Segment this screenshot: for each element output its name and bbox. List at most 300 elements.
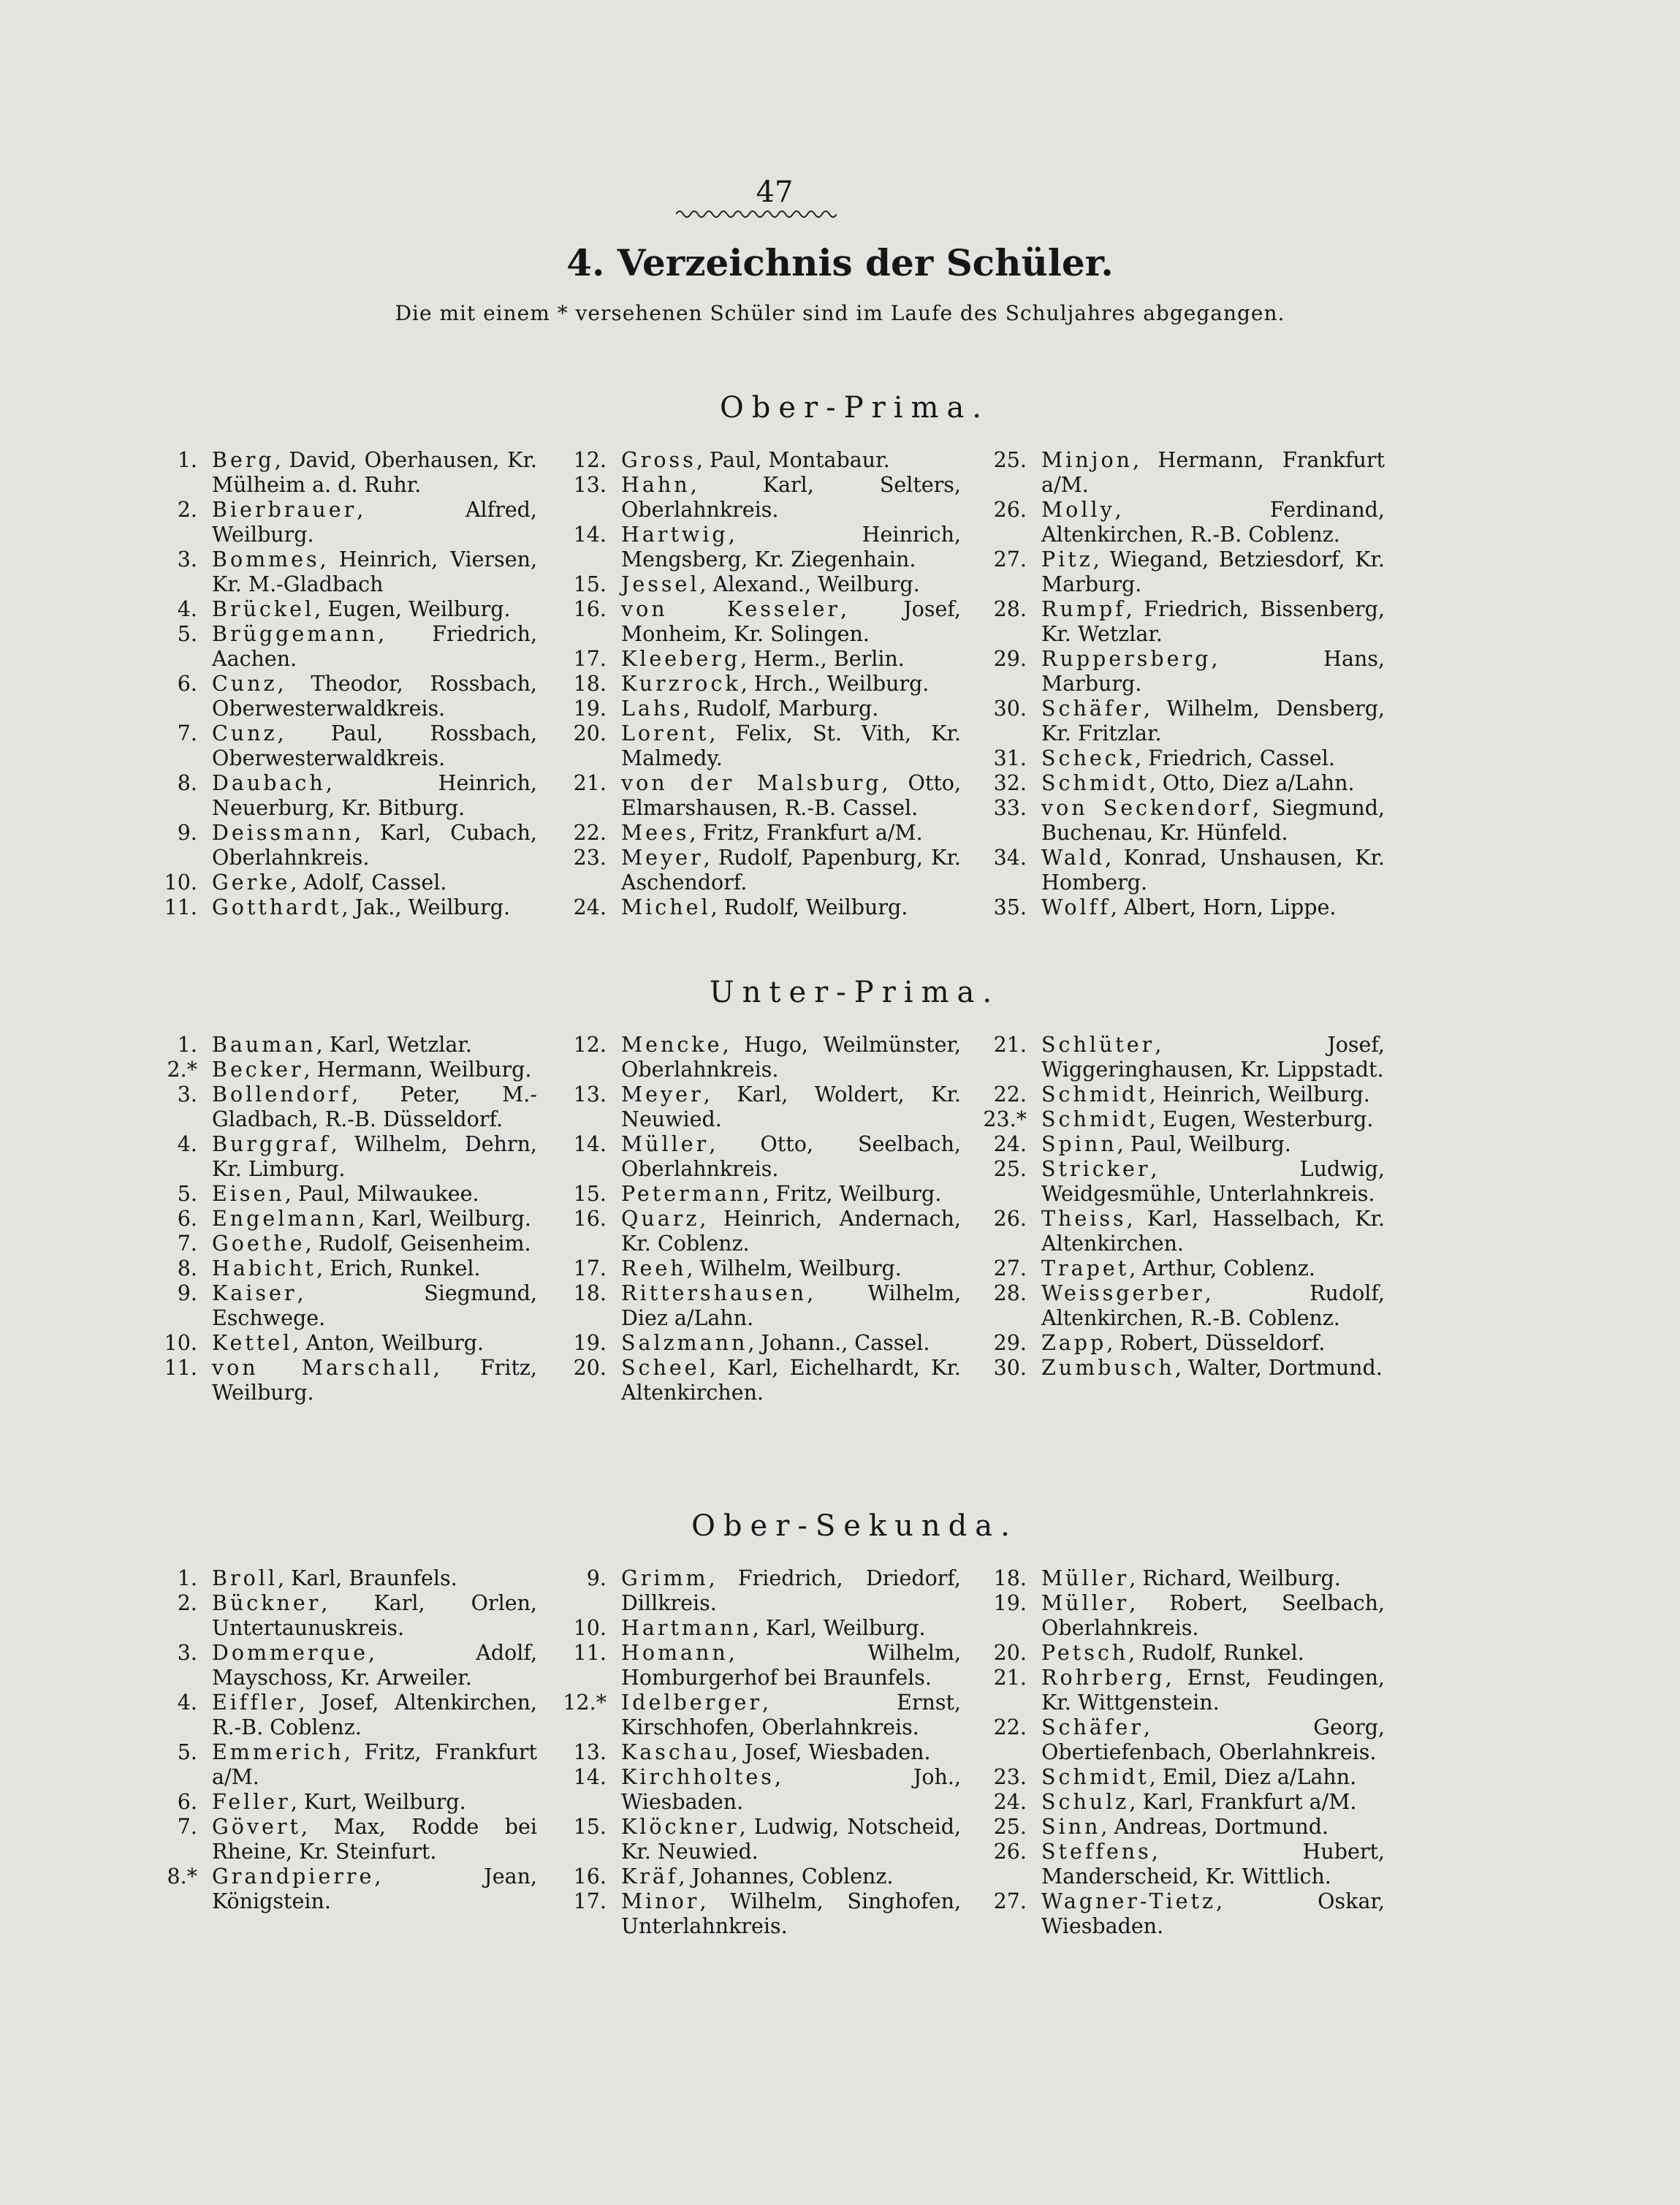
student-details <box>212 721 537 771</box>
student-surname: Gross <box>621 448 696 472</box>
student-surname: Jessel <box>621 572 700 596</box>
student-number: 2.* <box>167 1058 197 1082</box>
student-entry <box>563 672 961 697</box>
student-surname: Lahs <box>621 697 683 721</box>
student-surname: Berg <box>212 448 275 472</box>
student-info: , Karl, Hasselbach, Kr. Altenkirchen. <box>1041 1207 1385 1256</box>
student-details <box>621 1864 961 1889</box>
student-entry <box>983 1082 1385 1107</box>
student-number: 18. <box>993 1566 1027 1590</box>
student-surname: Feller <box>212 1790 291 1814</box>
student-details <box>1041 597 1385 647</box>
student-number: 8. <box>177 1256 197 1280</box>
student-number: 13. <box>573 1082 607 1107</box>
student-details <box>1041 1132 1385 1157</box>
student-info: , Friedrich, Aachen. <box>212 622 537 671</box>
student-number: 1. <box>177 1566 197 1590</box>
student-info: , Karl, Orlen, Untertaunuskreis. <box>212 1591 537 1640</box>
student-number: 7. <box>177 1815 197 1839</box>
student-entry <box>563 473 961 523</box>
student-number: 20. <box>573 1356 607 1380</box>
student-surname: von Kesseler <box>621 597 840 621</box>
student-surname: Klöckner <box>621 1815 740 1839</box>
student-number: 33. <box>993 796 1027 820</box>
student-details <box>621 1356 961 1405</box>
section-heading: Ober-Sekunda. <box>691 1509 1018 1543</box>
student-surname: Theiss <box>1041 1207 1127 1231</box>
student-number: 35. <box>993 895 1027 919</box>
student-info: , Joh., Wiesbaden. <box>621 1765 961 1814</box>
student-entry <box>983 1790 1385 1815</box>
student-info: , Emil, Diez a/Lahn. <box>1149 1765 1357 1789</box>
student-info: , Josef, Monheim, Kr. Solingen. <box>621 597 961 646</box>
student-entry <box>563 1740 961 1765</box>
student-details <box>621 771 961 821</box>
student-number: 28. <box>993 597 1027 621</box>
student-details <box>212 771 537 821</box>
student-number: 26. <box>993 498 1027 522</box>
student-number: 15. <box>573 1815 607 1839</box>
student-entry <box>153 721 537 771</box>
student-number: 17. <box>573 1889 607 1913</box>
student-details <box>1041 1157 1385 1207</box>
section-heading: Unter-Prima. <box>709 976 1000 1009</box>
student-surname: Hartmann <box>621 1616 753 1640</box>
student-surname: Mencke <box>621 1033 723 1057</box>
student-info: , Wilhelm, Densberg, Kr. Fritzlar. <box>1041 697 1385 745</box>
student-details <box>1041 1107 1385 1132</box>
student-number: 3. <box>177 1641 197 1665</box>
student-number: 6. <box>177 1207 197 1231</box>
student-info: , Rudolf, Runkel. <box>1128 1641 1304 1665</box>
student-info: , Karl, Wetzlar. <box>316 1033 472 1057</box>
student-entry <box>153 771 537 821</box>
student-surname: Lorent <box>621 721 710 745</box>
student-details <box>212 870 537 895</box>
student-details <box>212 1207 537 1231</box>
student-info: , Johannes, Coblenz. <box>678 1864 894 1889</box>
student-info: , Max, Rodde bei Rheine, Kr. Steinfurt. <box>212 1815 537 1864</box>
student-number: 14. <box>573 523 607 547</box>
student-details <box>212 1690 537 1740</box>
student-surname: Bückner <box>212 1591 322 1615</box>
student-number: 20. <box>993 1641 1027 1665</box>
column <box>983 448 1385 920</box>
student-info: , Hermann, Frankfurt a/M. <box>1041 448 1385 497</box>
student-info: , Wilhelm, Diez a/Lahn. <box>621 1281 961 1330</box>
student-entry <box>153 1281 537 1331</box>
student-entry <box>153 1331 537 1356</box>
student-info: , Erich, Runkel. <box>316 1256 481 1280</box>
student-info: , Albert, Horn, Lippe. <box>1110 895 1337 919</box>
student-details <box>212 1864 537 1914</box>
student-details <box>1041 846 1385 895</box>
student-entry <box>563 1182 961 1207</box>
student-number: 7. <box>177 1231 197 1256</box>
student-entry <box>983 1207 1385 1256</box>
student-info: , Wilhelm, Singhofen, Unterlahnkreis. <box>621 1889 961 1938</box>
student-surname: Scheel <box>621 1356 710 1380</box>
student-entry <box>563 1033 961 1082</box>
student-details <box>1041 1591 1385 1641</box>
student-surname: Salzmann <box>621 1331 748 1355</box>
student-info: , Otto, Seelbach, Oberlahnkreis. <box>621 1132 961 1181</box>
student-entry <box>563 1207 961 1256</box>
student-surname: Schäfer <box>1041 1715 1144 1739</box>
student-entry <box>983 448 1385 498</box>
student-entry <box>153 1082 537 1132</box>
student-entry <box>983 1591 1385 1641</box>
student-surname: Petermann <box>621 1182 763 1206</box>
student-surname: Spinn <box>1041 1132 1117 1156</box>
student-surname: Gerke <box>212 870 291 895</box>
student-details <box>212 1790 537 1815</box>
student-info: , Arthur, Coblenz. <box>1129 1256 1315 1280</box>
student-details <box>212 622 537 672</box>
student-surname: Eisen <box>212 1182 285 1206</box>
student-surname: Rohrberg <box>1041 1666 1166 1690</box>
student-entry <box>153 1256 537 1281</box>
student-info: , Friedrich, Bissenberg, Kr. Wetzlar. <box>1041 597 1385 646</box>
student-number: 28. <box>993 1281 1027 1305</box>
student-surname: Schmidt <box>1041 1765 1149 1789</box>
student-entry <box>983 1356 1385 1381</box>
student-info: , Fritz, Weilburg. <box>762 1182 942 1206</box>
student-surname: Grandpierre <box>212 1864 375 1889</box>
student-details <box>212 498 537 547</box>
student-number: 24. <box>573 895 607 919</box>
student-entry <box>563 1616 961 1641</box>
student-entry <box>563 448 961 473</box>
student-number: 6. <box>177 672 197 696</box>
student-entry <box>153 821 537 870</box>
student-entry <box>153 1058 537 1082</box>
student-number: 14. <box>573 1132 607 1156</box>
student-details <box>621 846 961 895</box>
student-number: 18. <box>573 672 607 696</box>
student-details <box>1041 1331 1385 1356</box>
column <box>563 448 961 920</box>
student-details <box>1041 1815 1385 1840</box>
student-surname: Rumpf <box>1041 597 1126 621</box>
student-details <box>621 1082 961 1132</box>
student-number: 21. <box>993 1033 1027 1057</box>
student-info: , Wiegand, Betziesdorf, Kr. Marburg. <box>1041 547 1385 596</box>
student-info: , Hugo, Weilmünster, Oberlahnkreis. <box>621 1033 961 1082</box>
student-number: 4. <box>177 597 197 621</box>
student-details <box>621 1033 961 1082</box>
wavy-rule-ornament <box>676 208 837 220</box>
student-surname: Grimm <box>621 1566 709 1590</box>
student-details <box>1041 1281 1385 1331</box>
student-entry <box>153 1132 537 1182</box>
student-entry <box>563 1889 961 1939</box>
student-number: 13. <box>573 473 607 497</box>
student-number: 21. <box>573 771 607 795</box>
student-number: 27. <box>993 547 1027 572</box>
student-info: , Andreas, Dortmund. <box>1101 1815 1329 1839</box>
student-surname: Minor <box>621 1889 700 1913</box>
student-surname: Daubach <box>212 771 326 795</box>
student-entry <box>153 1033 537 1058</box>
student-info: , Ernst, Kirschhofen, Oberlahnkreis. <box>621 1690 961 1739</box>
student-info: , Hermann, Weilburg. <box>303 1058 532 1082</box>
student-entry <box>153 1566 537 1591</box>
student-details <box>1041 1256 1385 1281</box>
student-surname: Schmidt <box>1041 1082 1149 1107</box>
student-details <box>621 697 961 721</box>
student-info: , Robert, Seelbach, Oberlahnkreis. <box>1041 1591 1385 1640</box>
student-entry <box>153 1356 537 1405</box>
student-entry <box>153 870 537 895</box>
student-entry <box>983 1765 1385 1790</box>
student-details <box>1041 448 1385 498</box>
student-entry <box>983 1132 1385 1157</box>
student-surname: Kaiser <box>212 1281 297 1305</box>
student-entry <box>153 448 537 498</box>
student-details <box>621 1207 961 1256</box>
student-details <box>212 1182 537 1207</box>
section-ober-prima <box>0 391 1680 960</box>
student-info: , Karl, Cubach, Oberlahnkreis. <box>212 821 537 870</box>
student-info: , Rudolf, Weilburg. <box>710 895 908 919</box>
section-unter-prima <box>0 976 1680 1544</box>
student-entry <box>983 647 1385 697</box>
student-entry <box>983 1666 1385 1715</box>
student-details <box>621 1331 961 1356</box>
student-details <box>621 1889 961 1939</box>
student-number: 12. <box>573 448 607 472</box>
student-surname: Müller <box>1041 1566 1130 1590</box>
student-number: 10. <box>164 870 197 895</box>
student-entry <box>563 771 961 821</box>
student-surname: Habicht <box>212 1256 316 1280</box>
student-surname: Becker <box>212 1058 304 1082</box>
student-surname: Quarz <box>621 1207 700 1231</box>
student-details <box>621 1256 961 1281</box>
student-entry <box>563 1256 961 1281</box>
student-entry <box>983 1840 1385 1889</box>
student-info: , Walter, Dortmund. <box>1174 1356 1383 1380</box>
student-number: 2. <box>177 1591 197 1615</box>
student-details <box>621 1765 961 1815</box>
student-number: 26. <box>993 1207 1027 1231</box>
student-info: , Ludwig, Notscheid, Kr. Neuwied. <box>621 1815 961 1864</box>
student-details <box>621 572 961 597</box>
student-details <box>621 1182 961 1207</box>
student-info: , Theodor, Rossbach, Oberwesterwaldkreis. <box>212 672 537 721</box>
student-info: , Otto, Diez a/Lahn. <box>1149 771 1355 795</box>
student-surname: Hahn <box>621 473 691 497</box>
student-entry <box>563 1331 961 1356</box>
student-info: , Paul, Rossbach, Oberwesterwaldkreis. <box>212 721 537 770</box>
student-info: , Paul, Weilburg. <box>1117 1132 1291 1156</box>
student-surname: Engelmann <box>212 1207 359 1231</box>
student-details <box>621 895 961 920</box>
student-entry <box>983 1107 1385 1132</box>
student-number: 9. <box>177 1281 197 1305</box>
student-number: 12.* <box>563 1690 607 1715</box>
student-info: , Kurt, Weilburg. <box>290 1790 466 1814</box>
student-number: 12. <box>573 1033 607 1057</box>
student-details <box>212 1082 537 1132</box>
student-surname: Ruppersberg <box>1041 647 1212 671</box>
student-surname: Meyer <box>621 846 704 870</box>
student-entry <box>563 1864 961 1889</box>
page-number: 47 <box>756 175 794 209</box>
student-surname: Kräf <box>621 1864 679 1889</box>
student-entry <box>563 1815 961 1864</box>
student-entry <box>983 1331 1385 1356</box>
student-details <box>621 473 961 523</box>
student-info: , Richard, Weilburg. <box>1129 1566 1341 1590</box>
student-number: 4. <box>177 1690 197 1715</box>
student-number: 11. <box>164 1356 197 1380</box>
student-info: , Fritz, Frankfurt a/M. <box>212 1740 537 1789</box>
student-surname: Meyer <box>621 1082 704 1107</box>
student-entry <box>563 1132 961 1182</box>
student-surname: Eiffler <box>212 1690 299 1715</box>
student-number: 19. <box>573 697 607 721</box>
subtitle: Die mit einem * versehenen Schüler sind im Laufe des Schuljahres abgegangen. <box>395 301 1285 325</box>
student-info: , Siegmund, Buchenau, Kr. Hünfeld. <box>1041 796 1385 845</box>
student-info: , Jak., Weilburg. <box>341 895 511 919</box>
student-info: , Heinrich, Andernach, Kr. Coblenz. <box>621 1207 961 1256</box>
student-entry <box>153 547 537 597</box>
student-number: 1. <box>177 448 197 472</box>
student-surname: Kirchholtes <box>621 1765 775 1789</box>
student-details <box>621 1281 961 1331</box>
student-info: , Friedrich, Cassel. <box>1134 746 1335 770</box>
student-info: , Hrch., Weilburg. <box>740 672 930 696</box>
student-entry <box>563 895 961 920</box>
student-info: , Josef, Wiesbaden. <box>731 1740 931 1764</box>
student-surname: Kurzrock <box>621 672 741 696</box>
student-surname: Cunz <box>212 672 278 696</box>
student-number: 1. <box>177 1033 197 1057</box>
student-number: 17. <box>573 647 607 671</box>
student-number: 10. <box>573 1616 607 1640</box>
student-entry <box>153 672 537 721</box>
student-number: 5. <box>177 1740 197 1764</box>
student-entry <box>563 1690 961 1740</box>
student-surname: Schulz <box>1041 1790 1130 1814</box>
student-number: 22. <box>993 1082 1027 1107</box>
student-entry <box>983 1033 1385 1082</box>
student-surname: Homann <box>621 1641 729 1665</box>
student-entry <box>563 1082 961 1132</box>
student-entry <box>153 1641 537 1690</box>
student-details <box>1041 1715 1385 1765</box>
student-surname: Steffens <box>1041 1840 1152 1864</box>
student-info: , Fritz, Frankfurt a/M. <box>689 821 923 845</box>
student-details <box>212 1058 537 1082</box>
student-details <box>621 1815 961 1864</box>
student-details <box>212 1281 537 1331</box>
student-surname: Gövert <box>212 1815 301 1839</box>
student-details <box>1041 1356 1385 1381</box>
student-surname: Müller <box>621 1132 710 1156</box>
student-number: 15. <box>573 572 607 596</box>
student-entry <box>983 1566 1385 1591</box>
student-details <box>1041 1889 1385 1939</box>
student-entry <box>983 796 1385 846</box>
student-info: , Felix, St. Vith, Kr. Malmedy. <box>621 721 961 770</box>
student-number: 30. <box>993 1356 1027 1380</box>
student-surname: Molly <box>1041 498 1115 522</box>
student-surname: Brüggemann <box>212 622 379 646</box>
student-number: 15. <box>573 1182 607 1206</box>
student-details <box>621 597 961 647</box>
student-entry <box>563 697 961 721</box>
section-columns <box>0 1033 1680 1544</box>
student-entry <box>563 572 961 597</box>
student-details <box>212 597 537 622</box>
student-details <box>1041 697 1385 746</box>
student-details <box>621 672 961 697</box>
student-details <box>212 547 537 597</box>
student-surname: Bollendorf <box>212 1082 352 1107</box>
student-number: 24. <box>993 1132 1027 1156</box>
student-details <box>1041 547 1385 597</box>
student-entry <box>153 498 537 547</box>
student-surname: Idelberger <box>621 1690 762 1715</box>
student-info: , Heinrich, Mengsberg, Kr. Ziegenhain. <box>621 523 961 572</box>
student-surname: Bierbrauer <box>212 498 357 522</box>
student-surname: Müller <box>1041 1591 1130 1615</box>
student-details <box>1041 771 1385 796</box>
student-details <box>1041 1641 1385 1666</box>
student-details <box>621 721 961 771</box>
student-surname: Gotthardt <box>212 895 342 919</box>
student-details <box>621 1566 961 1616</box>
student-details <box>621 647 961 672</box>
student-info: , Josef, Altenkirchen, R.-B. Coblenz. <box>212 1690 537 1739</box>
student-entry <box>153 1591 537 1641</box>
student-surname: Deissmann <box>212 821 354 845</box>
student-details <box>1041 498 1385 547</box>
student-info: , Otto, Elmarshausen, R.-B. Cassel. <box>621 771 961 820</box>
student-surname: Bommes <box>212 547 320 572</box>
student-info: , Hubert, Manderscheid, Kr. Wittlich. <box>1041 1840 1385 1889</box>
student-info: , Konrad, Unshausen, Kr. Homberg. <box>1041 846 1385 895</box>
student-surname: Goethe <box>212 1231 305 1256</box>
student-number: 11. <box>164 895 197 919</box>
student-entry <box>983 895 1385 920</box>
student-info: , Ferdinand, Altenkirchen, R.-B. Coblenz. <box>1041 498 1385 547</box>
student-number: 25. <box>993 448 1027 472</box>
student-info: , Rudolf, Papenburg, Kr. Aschendorf. <box>621 846 961 895</box>
student-surname: von Seckendorf <box>1041 796 1253 820</box>
student-number: 21. <box>993 1666 1027 1690</box>
student-info: , Heinrich, Neuerburg, Kr. Bitburg. <box>212 771 537 820</box>
student-entry <box>563 721 961 771</box>
student-details <box>1041 796 1385 846</box>
student-info: , Karl, Frankfurt a/M. <box>1129 1790 1357 1814</box>
student-info: , Eugen, Weilburg. <box>314 597 511 621</box>
student-number: 9. <box>586 1566 607 1590</box>
student-surname: Hartwig <box>621 523 729 547</box>
student-surname: Emmerich <box>212 1740 344 1764</box>
student-number: 19. <box>993 1591 1027 1615</box>
student-details <box>621 1132 961 1182</box>
student-number: 31. <box>993 746 1027 770</box>
student-entry <box>563 1641 961 1690</box>
student-entry <box>983 697 1385 746</box>
student-info: , Adolf, Mayschoss, Kr. Arweiler. <box>212 1641 537 1690</box>
student-number: 20. <box>573 721 607 745</box>
student-number: 5. <box>177 622 197 646</box>
